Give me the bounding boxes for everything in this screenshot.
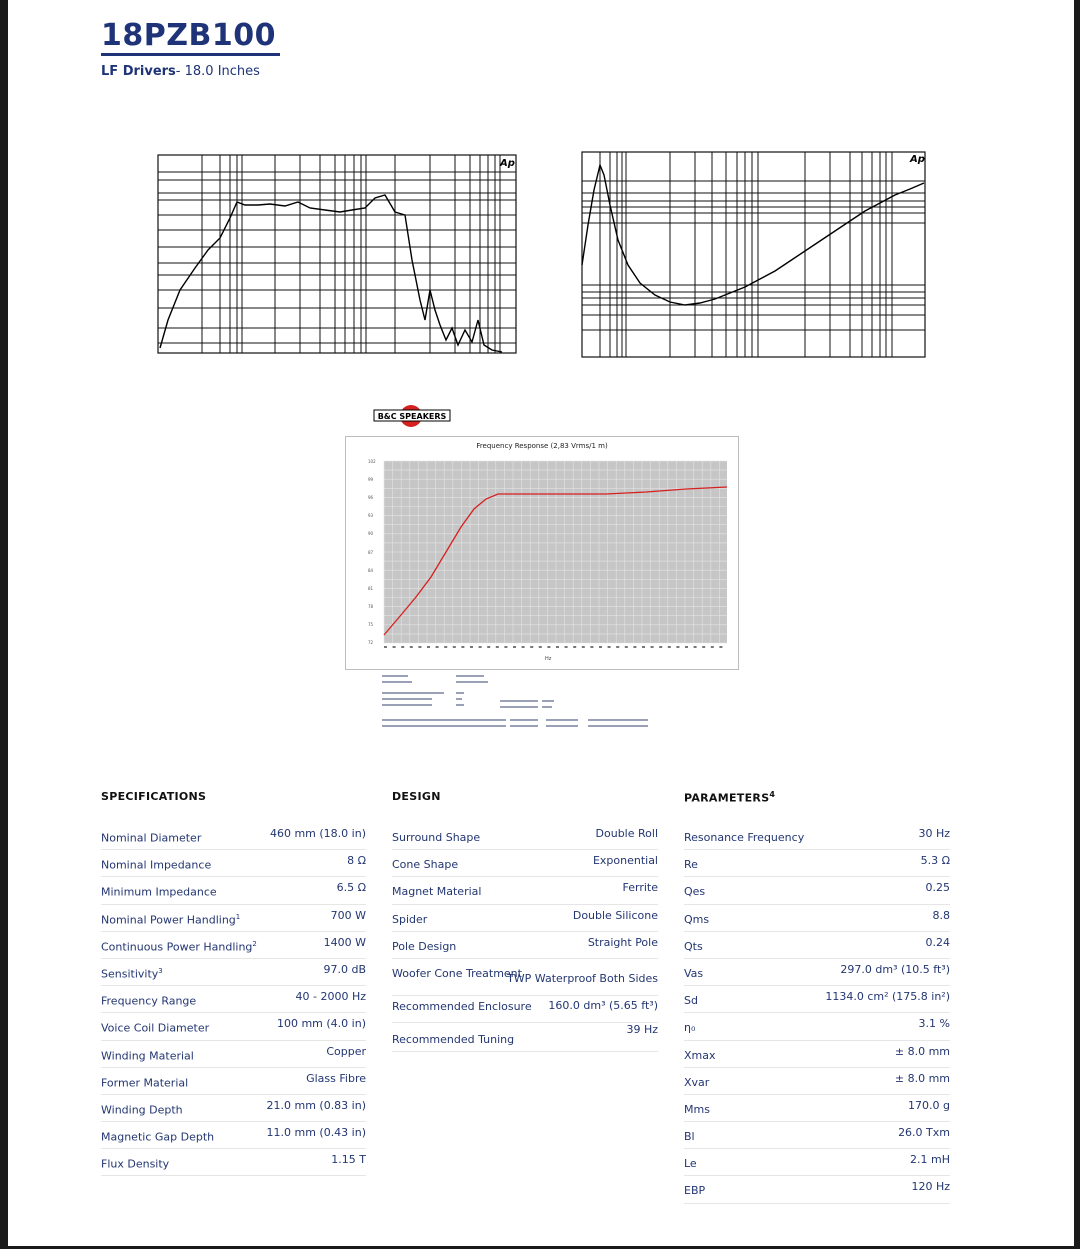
legend-scribbles <box>378 672 678 732</box>
design-row <box>392 905 658 932</box>
x-tick-mark <box>590 646 593 648</box>
parameter-value: 1134.0 cm² (175.8 in²) <box>825 990 950 1004</box>
design-row <box>392 823 658 850</box>
title-underline <box>101 53 280 56</box>
spec-row <box>101 905 366 932</box>
bc-logo-icon <box>373 404 451 428</box>
design-label: Pole Design <box>392 939 457 953</box>
x-tick-mark <box>719 646 722 648</box>
x-tick-mark <box>608 646 611 648</box>
spec-label-text: Nominal Impedance <box>101 858 212 872</box>
parameter-row <box>684 1149 950 1176</box>
x-tick-mark <box>418 646 421 648</box>
x-tick-mark <box>694 646 697 648</box>
x-tick-mark <box>470 646 473 648</box>
svg-text:B&C SPEAKERS: B&C SPEAKERS <box>377 412 447 421</box>
parameters-heading <box>684 790 775 805</box>
subtitle-sep: - <box>175 64 185 79</box>
spec-value: 40 - 2000 Hz <box>295 990 366 1004</box>
design-value: Straight Pole <box>587 935 658 949</box>
spec-label <box>101 967 163 981</box>
simulated-chart-title: Frequency Response (2,83 Vrms/1 m) <box>476 442 608 450</box>
parameter-label: Vas <box>684 966 704 980</box>
x-tick-mark <box>599 646 602 648</box>
spec-label-text: Winding Depth <box>101 1103 183 1117</box>
parameter-label: Qms <box>684 912 710 926</box>
design-value: 160.0 dm³ (5.65 ft³) <box>548 998 658 1012</box>
x-tick-labels <box>384 644 727 650</box>
parameter-row <box>684 877 950 904</box>
x-axis-unit: Hz <box>545 656 552 662</box>
x-tick-mark <box>642 646 645 648</box>
parameter-label: EBP <box>684 1184 706 1198</box>
design-row <box>392 877 658 904</box>
design-label: Surround Shape <box>392 831 481 844</box>
spec-value: 460 mm (18.0 in) <box>269 827 366 840</box>
spec-value: 6.5 Ω <box>336 881 366 895</box>
x-tick-mark <box>573 646 576 648</box>
ap-logo-icon-2: Ap <box>910 154 925 165</box>
x-tick-mark <box>444 646 447 648</box>
x-tick-marks <box>384 644 727 650</box>
spec-label-sup: 2 <box>252 939 257 948</box>
frequency-response-plot <box>140 150 520 365</box>
spec-label <box>101 831 201 845</box>
parameter-value: 8.8 <box>932 908 950 922</box>
x-tick-mark <box>616 646 619 648</box>
spec-row <box>101 877 366 904</box>
x-tick-mark <box>668 646 671 648</box>
x-tick-mark <box>410 646 413 648</box>
x-tick-mark <box>625 646 628 648</box>
spec-label-sup: 1 <box>235 912 241 921</box>
x-tick-mark <box>676 646 679 648</box>
size-label: 18.0 Inches <box>184 64 260 79</box>
x-tick-mark <box>633 646 636 648</box>
spec-label <box>101 858 211 872</box>
design-value: 39 Hz <box>626 1022 658 1036</box>
parameter-label: Re <box>684 858 698 872</box>
design-row-woofer <box>392 959 658 996</box>
parameter-row <box>684 905 950 932</box>
x-tick-mark <box>539 646 542 648</box>
spec-label-text: Voice Coil Diameter <box>101 1021 210 1035</box>
x-tick-mark <box>401 646 404 648</box>
parameter-label: Xvar <box>684 1075 710 1089</box>
spec-label-text: Winding Material <box>101 1049 194 1063</box>
y-tick-label: 87 <box>368 549 374 555</box>
parameter-row <box>684 986 950 1013</box>
spec-label-text: Nominal Power Handling <box>101 913 236 927</box>
spec-label <box>101 994 196 1008</box>
spec-value: 97.0 dB <box>323 962 366 976</box>
design-label: Woofer Cone Treatment <box>392 966 522 980</box>
design-value: Double Silicone <box>572 908 658 922</box>
spec-label-text: Magnetic Gap Depth <box>101 1130 215 1144</box>
spec-row <box>101 1122 366 1149</box>
y-tick-label: 102 <box>368 459 376 464</box>
design-table <box>392 823 658 1052</box>
impedance-graph <box>560 145 945 370</box>
x-tick-mark <box>702 646 705 648</box>
y-tick-label: 78 <box>368 603 374 609</box>
spec-label <box>101 1130 214 1144</box>
spec-label-text: Former Material <box>101 1076 189 1090</box>
specifications-heading: SPECIFICATIONS <box>101 790 207 803</box>
x-tick-mark <box>436 646 439 648</box>
parameter-value: 0.24 <box>925 935 950 949</box>
ap-logo-icon: Ap <box>500 158 515 169</box>
spec-label <box>101 1103 183 1117</box>
parameter-row <box>684 1122 950 1149</box>
x-tick-mark <box>384 646 387 648</box>
design-row-tuning <box>392 1023 658 1052</box>
parameter-value: 0.25 <box>925 881 950 895</box>
spec-row <box>101 1068 366 1095</box>
design-rows <box>392 823 658 959</box>
spec-row <box>101 986 366 1013</box>
parameter-value: ± 8.0 mm <box>894 1044 950 1058</box>
spec-value: 8 Ω <box>347 854 366 868</box>
parameter-label: Sd <box>684 994 698 1008</box>
parameter-row <box>684 823 950 850</box>
x-tick-mark <box>651 646 654 648</box>
parameter-value: 297.0 dm³ (10.5 ft³) <box>840 962 950 976</box>
design-heading: DESIGN <box>392 790 441 803</box>
parameter-row <box>684 850 950 877</box>
design-value: Exponential <box>592 854 658 868</box>
parameter-row <box>684 1176 950 1203</box>
y-tick-label: 81 <box>368 585 374 591</box>
spec-row <box>101 823 366 850</box>
parameter-row <box>684 959 950 986</box>
parameter-row <box>684 1013 950 1040</box>
y-tick-label: 84 <box>368 567 374 573</box>
page-title: 18PZB100 <box>101 18 276 53</box>
spec-label <box>101 913 240 927</box>
parameter-value: 3.1 % <box>918 1017 950 1031</box>
parameter-label: Le <box>684 1157 697 1171</box>
parameter-label: Qts <box>684 939 703 953</box>
y-tick-label: 93 <box>368 513 374 519</box>
spec-label-text: Frequency Range <box>101 994 197 1008</box>
parameter-row <box>684 1041 950 1068</box>
parameters-heading-text: PARAMETERS <box>684 791 770 805</box>
spec-label <box>101 1021 209 1035</box>
x-tick-mark <box>479 646 482 648</box>
design-label: Recommended Tuning <box>392 1032 515 1046</box>
x-tick-mark <box>547 646 550 648</box>
plot-border-2 <box>582 152 925 357</box>
x-tick-mark <box>504 646 507 648</box>
simulation-legend <box>378 672 678 732</box>
spec-label <box>101 1076 188 1090</box>
y-tick-label: 90 <box>368 531 374 537</box>
spec-value: 11.0 mm (0.43 in) <box>266 1126 366 1140</box>
spec-value: Glass Fibre <box>306 1071 366 1085</box>
x-tick-mark <box>659 646 662 648</box>
spec-row <box>101 932 366 959</box>
parameter-row <box>684 1095 950 1122</box>
spec-label-text: Sensitivity <box>101 967 159 981</box>
y-tick-label: 99 <box>368 477 374 483</box>
parameter-label: Resonance Frequency <box>684 831 805 844</box>
category-label: LF Drivers <box>101 64 176 79</box>
design-value: Double Roll <box>595 827 658 840</box>
x-tick-mark <box>530 646 533 648</box>
parameter-row <box>684 932 950 959</box>
x-tick-mark <box>522 646 525 648</box>
x-tick-mark <box>453 646 456 648</box>
x-tick-mark <box>487 646 490 648</box>
page-subtitle <box>101 64 260 79</box>
parameter-value: 5.3 Ω <box>920 854 950 868</box>
design-value: Ferrite <box>622 881 658 895</box>
spec-label <box>101 1157 169 1171</box>
spec-row <box>101 1041 366 1068</box>
frequency-response-graph <box>140 150 520 365</box>
parameter-value: 2.1 mH <box>910 1153 950 1167</box>
spec-row <box>101 959 366 986</box>
spec-row <box>101 1149 366 1176</box>
spec-label <box>101 885 217 899</box>
design-label: Spider <box>392 912 428 926</box>
design-row <box>392 850 658 877</box>
spec-value: 100 mm (4.0 in) <box>276 1017 366 1031</box>
spec-row <box>101 1095 366 1122</box>
plot-border <box>158 155 516 353</box>
plot-grid <box>384 461 727 643</box>
parameters-heading-sup: 4 <box>769 790 776 799</box>
parameter-label: η₀ <box>684 1021 696 1035</box>
spec-label <box>101 940 257 954</box>
spec-label <box>101 1049 194 1063</box>
x-tick-mark <box>393 646 396 648</box>
parameter-label: Qes <box>684 885 706 899</box>
design-label: Magnet Material <box>392 885 482 899</box>
spec-label-sup: 3 <box>158 966 163 975</box>
spec-value: 21.0 mm (0.83 in) <box>266 1098 366 1112</box>
y-tick-label: 72 <box>368 640 374 645</box>
x-tick-mark <box>711 646 714 648</box>
spec-row <box>101 1013 366 1040</box>
parameter-label: Xmax <box>684 1048 716 1062</box>
x-tick-mark <box>496 646 499 648</box>
parameter-row <box>684 1068 950 1095</box>
parameter-label: Bl <box>684 1130 695 1144</box>
x-tick-mark <box>565 646 568 648</box>
parameter-value: ± 8.0 mm <box>894 1071 950 1085</box>
parameter-label: Mms <box>684 1102 710 1116</box>
x-tick-mark <box>556 646 559 648</box>
spec-label-text: Nominal Diameter <box>101 831 202 845</box>
parameter-value: 26.0 Txm <box>898 1126 950 1140</box>
y-tick-label: 75 <box>368 621 374 627</box>
spec-value: 1400 W <box>323 935 366 949</box>
x-tick-mark <box>582 646 585 648</box>
parameter-value: 30 Hz <box>918 827 950 840</box>
spec-label-text: Continuous Power Handling <box>101 940 253 954</box>
parameters-table <box>684 823 950 1204</box>
design-value: TWP Waterproof Both Sides <box>507 971 658 985</box>
spec-value: 1.15 T <box>331 1153 366 1167</box>
spec-label-text: Minimum Impedance <box>101 886 217 900</box>
page-frame-left <box>0 0 8 1249</box>
spec-value: Copper <box>326 1044 366 1058</box>
x-tick-mark <box>461 646 464 648</box>
spec-value: 700 W <box>330 908 366 922</box>
design-row-enclosure <box>392 996 658 1023</box>
y-tick-label: 96 <box>368 495 374 501</box>
impedance-plot <box>560 145 945 370</box>
bc-speakers-logo <box>373 404 451 428</box>
spec-row <box>101 850 366 877</box>
spec-label-text: Flux Density <box>101 1157 170 1171</box>
parameter-value: 170.0 g <box>908 1098 950 1112</box>
page-frame-right <box>1074 0 1080 1249</box>
design-label: Cone Shape <box>392 858 459 872</box>
design-label: Recommended Enclosure <box>392 999 532 1013</box>
simulated-response-plot <box>346 437 738 669</box>
simulated-response-panel <box>345 436 739 670</box>
design-row <box>392 932 658 959</box>
x-tick-mark <box>427 646 430 648</box>
x-tick-mark <box>513 646 516 648</box>
specifications-table <box>101 823 366 1176</box>
x-tick-mark <box>685 646 688 648</box>
parameter-value: 120 Hz <box>911 1180 950 1194</box>
